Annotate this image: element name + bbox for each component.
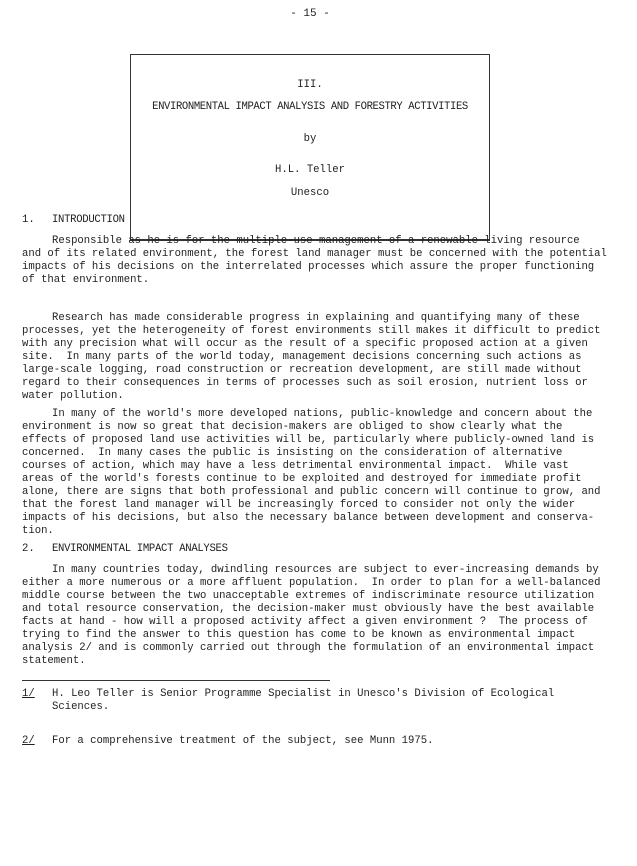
text-line: water pollution. bbox=[22, 390, 124, 402]
text-line: Research has made considerable progress in explaining and quantifying many of these bbox=[52, 312, 580, 324]
text-line: processes, yet the heterogeneity of forest environments still makes it difficult to predict bbox=[22, 325, 601, 337]
paragraph bbox=[22, 564, 612, 668]
text-line: and of its related environment, the forest land manager must be concerned with the potential bbox=[22, 248, 607, 260]
text-line: In many of the world's more developed nations, public-knowledge and concern about the bbox=[52, 408, 593, 420]
text-line: impacts of his decisions, but also the necessary balance between development and conserva- bbox=[22, 512, 595, 524]
text-line: environment is now so great that decision-makers are obliged to show clearly what the bbox=[22, 421, 563, 433]
author-affiliation: Unesco bbox=[290, 187, 330, 199]
text-line: analysis 2/ and is commonly carried out through the formulation of an environmental impact bbox=[22, 642, 595, 654]
text-line: of that environment. bbox=[22, 274, 150, 286]
section-number: 1. bbox=[22, 214, 35, 226]
text-line: site. In many parts of the world today, management decisions concerning such actions as bbox=[22, 351, 582, 363]
text-line: H. Leo Teller is Senior Programme Specialist in Unesco's Division of Ecological bbox=[52, 688, 555, 700]
text-line: tion. bbox=[22, 525, 54, 537]
text-line: and total resource conservation, the decision-maker must obviously have the best available bbox=[22, 603, 595, 615]
footnote-text bbox=[52, 735, 612, 748]
footnote-text bbox=[52, 688, 612, 714]
text-line: courses of action, which may have a less detrimental environmental impact. While vast bbox=[22, 460, 569, 472]
text-line: middle course between the two unacceptable extremes of indiscriminate resource utilization bbox=[22, 590, 595, 602]
text-line: that the forest land manager will be increasingly forced to consider not only the wider bbox=[22, 499, 576, 511]
chapter-number: III. bbox=[297, 79, 323, 91]
footnote-mark: 1/ bbox=[22, 688, 35, 700]
text-line: In many countries today, dwindling resources are subject to ever-increasing demands by bbox=[52, 564, 599, 576]
paragraph bbox=[22, 235, 612, 287]
paragraph bbox=[22, 312, 612, 403]
paragraph bbox=[22, 408, 612, 538]
by-line: by bbox=[303, 133, 317, 145]
footnote-divider bbox=[22, 680, 330, 681]
text-line: regard to their consequences in terms of processes such as soil erosion, nutrient loss or bbox=[22, 377, 588, 389]
text-line: effects of proposed land use activities will be, particularly where publicly-owned land is bbox=[22, 434, 595, 446]
section-title: INTRODUCTION bbox=[52, 214, 125, 226]
text-line: large-scale logging, road construction or recreation development, are still made without bbox=[22, 364, 582, 376]
page-number: - 15 - bbox=[290, 8, 330, 20]
author-name: H.L. Teller bbox=[275, 164, 345, 176]
text-line: with any precision what will occur as the result of a specific proposed action at a given bbox=[22, 338, 588, 350]
text-line: impacts of his decisions on the interrelated processes which assure the proper functioning bbox=[22, 261, 595, 273]
title-box bbox=[130, 54, 490, 241]
text-line: statement. bbox=[22, 655, 86, 667]
footnote-mark: 2/ bbox=[22, 735, 35, 747]
section-title: ENVIRONMENTAL IMPACT ANALYSES bbox=[52, 543, 228, 555]
text-line: trying to find the answer to this question has come to be known as environmental impact bbox=[22, 629, 576, 641]
text-line: Sciences. bbox=[52, 701, 110, 713]
section-number: 2. bbox=[22, 543, 35, 555]
text-line: For a comprehensive treatment of the subject, see Munn 1975. bbox=[52, 735, 434, 747]
text-line: concerned. In many cases the public is insisting on the consideration of alternative bbox=[22, 447, 563, 459]
text-line: facts at hand - how will a proposed activity affect a given environment ? The process of bbox=[22, 616, 588, 628]
text-line: alone, there are signs that both professional and public concern will continue to grow, and bbox=[22, 486, 601, 498]
chapter-title: ENVIRONMENTAL IMPACT ANALYSIS AND FORESTRY ACTIVITIES bbox=[152, 101, 468, 113]
text-line: Responsible as he is for the multiple-use management of a renewable living resource bbox=[52, 235, 580, 247]
text-line: areas of the world's forests continue to be exploited and destroyed for immediate profit bbox=[22, 473, 582, 485]
text-line: either a more numerous or a more affluent population. In order to plan for a well-balanced bbox=[22, 577, 601, 589]
